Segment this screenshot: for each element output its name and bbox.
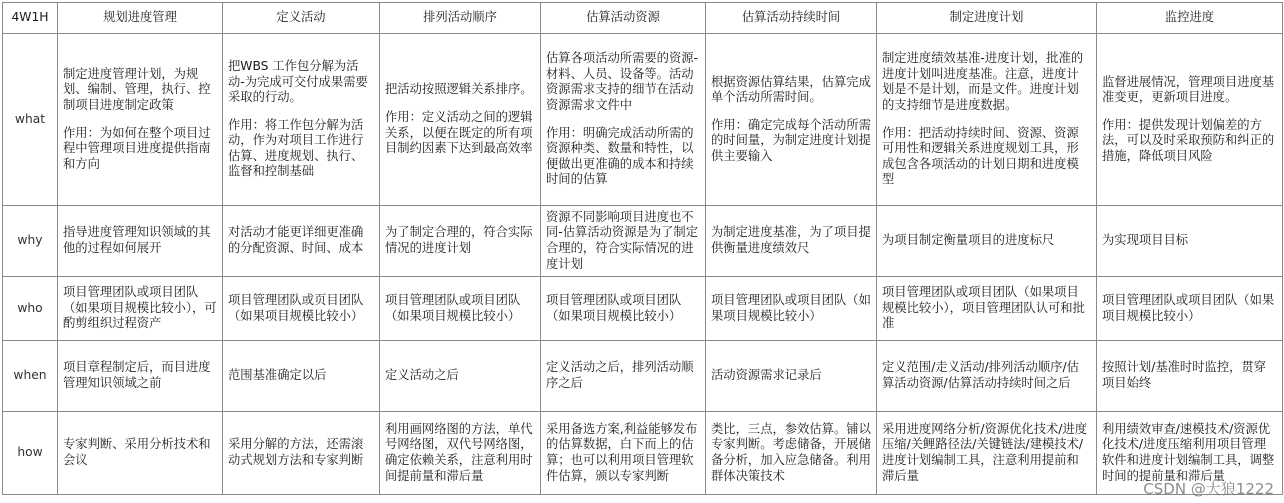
cell-text: 根据资源估算结果，估算完成单个活动所需时间。	[711, 74, 871, 105]
table-cell: 项目管理团队或项目团队（如果项目规模比较小），项目管理团队认可和批准	[877, 277, 1097, 341]
header-control-schedule: 监控进度	[1097, 3, 1283, 34]
cell-text: 作用：明确完成活动所需的资源种类、数量和特性，以便做出更准确的成本和持续时间的估算	[546, 125, 694, 187]
cell-text: 制定进度管理计划，为规划、编制、管理，执行、控制项目进度制定政策	[63, 66, 211, 112]
table-row-what	[3, 34, 1283, 206]
table-cell	[58, 34, 223, 206]
row-label-when: when	[3, 341, 58, 412]
header-estimate-activity-resources: 估算活动资源	[541, 3, 706, 34]
table-cell: 指导进度管理知识领域的其他的过程如何展开	[58, 206, 223, 277]
cell-text: 制定进度绩效基准-进度计划，批准的进度计划叫进度基准。注意，进度计划是不是计划，而是文件。进度计划的支持细节是进度数据。	[882, 51, 1084, 112]
table-cell: 项目管理团队或页目团队（如果项目规模比较小）	[223, 277, 380, 341]
row-label-why: why	[3, 206, 58, 277]
table-cell: 项目管理团队或项目团队（如果项目规模比较小）	[1097, 277, 1283, 341]
table-cell: 定义活动之后，排列活动顺序之后	[541, 341, 706, 412]
cell-text: 作用：为如何在整个项目过程中管理项目进度提供指南和方向	[63, 125, 211, 171]
table-cell: 采用备选方案,利益能够发布的估算数据，白下而上的估算；也可以利用项目管理软件估算，颁以专家判断	[541, 412, 706, 495]
header-sequence-activities: 排列活动顺序	[380, 3, 541, 34]
table-row-who	[3, 277, 1283, 341]
table-cell: 采用分解的方法，还需滚动式规划方法和专家判断	[223, 412, 380, 495]
header-define-activities: 定义活动	[223, 3, 380, 34]
table-cell: 为实现项目目标	[1097, 206, 1283, 277]
csdn-watermark: CSDN @大狼1222	[1143, 480, 1274, 498]
table-cell: 定义活动之后	[380, 341, 541, 412]
table-cell	[541, 34, 706, 206]
table-cell: 定义范围/走义活动/排列活动顺序/估算活动资源/估算活动持续时间之后	[877, 341, 1097, 412]
table-cell	[223, 34, 380, 206]
header-row	[3, 3, 1283, 34]
table-cell: 项目管理团队或项目团队（如果项目规模比较小）	[706, 277, 877, 341]
table-cell: 项目管理团队或项目团队（如果项目规模比较小）	[380, 277, 541, 341]
table-cell: 利用画网络图的方法，单代号网络图，双代号网络图，确定依赖关系，注意利用时间提前量和滞后量	[380, 412, 541, 495]
cell-text: 作用：定义活动之间的逻辑关系，以便在既定的所有项目制约因素下达到最高效率	[385, 109, 533, 156]
cell-text: 把活动按照逻辑关系排序。	[385, 82, 533, 97]
row-label-how: how	[3, 412, 58, 495]
table-cell: 项目管理团队或项目团队（如果项目规模比较小），可酌剪组织过程资产	[58, 277, 223, 341]
table-cell	[1097, 34, 1283, 206]
table-cell: 为了制定合理的，符合实际情况的进度计划	[380, 206, 541, 277]
cell-text: 监督进展情况，管理项目进度基准变更，更新项目进度。	[1102, 74, 1275, 105]
table-cell: 活动资源需求记录后	[706, 341, 877, 412]
table-cell: 采用进度网络分析/资源优化技术/进度压缩/关鲤路径法/关键链法/建模技术/进度计划编制工具，注意利用提前和滞后量	[877, 412, 1097, 495]
table-row-when	[3, 341, 1283, 412]
cell-text: 作用：把活动持续时间、资源、资源可用性和逻辑关系进度规划工具，形成包含各项活动的计划日期和进度模型	[882, 125, 1079, 187]
table-cell	[706, 34, 877, 206]
table-cell: 资源不同影响项目进度也不同-估算活动资源是为了制定合理的，符合实际情况的进度计划	[541, 206, 706, 277]
cell-text: 作用：将工作包分解为活动，作为对项目工作进行估算、进度规划、执行、监督和控制基础	[228, 117, 364, 179]
table-cell: 项目章程制定后，而目进度管理知识领域之前	[58, 341, 223, 412]
table-cell: 为项目制定衡量项目的进度标尺	[877, 206, 1097, 277]
table-cell: 对活动才能更详细更准确的分配资源、时间、成本	[223, 206, 380, 277]
cell-text: 作用：确定完成每个活动所需的时间量，为制定进度计划提供主要输入	[711, 117, 871, 163]
cell-text: 把WBS 工作包分解为活动-为完成可交付成果需要采取的行动。	[228, 58, 368, 105]
header-4w1h: 4W1H	[3, 3, 58, 34]
table-cell: 为制定进度基准，为了项目提供衡量进度绩效尺	[706, 206, 877, 277]
header-plan-schedule-management: 规划进度管理	[58, 3, 223, 34]
row-label-what: what	[3, 34, 58, 206]
header-estimate-activity-durations: 估算活动持续时间	[706, 3, 877, 34]
row-label-who: who	[3, 277, 58, 341]
table-cell: 类比，三点，参效估算。铺以专家判断。考虑储备，开展储备分析，加入应急储备。利用群体决策技术	[706, 412, 877, 495]
table-cell: 按照计划/基准时时监控，贯穿项目始终	[1097, 341, 1283, 412]
table-cell: 利用绩效审查/速模技术/资源优化技术/进度压缩利用项目管理软件和进度计划编制工具，调整时间的提前量和滞后量	[1097, 412, 1283, 495]
process-table	[2, 2, 1283, 495]
table-cell	[877, 34, 1097, 206]
table-row-why	[3, 206, 1283, 277]
header-develop-schedule: 制定进度计划	[877, 3, 1097, 34]
table-row-how	[3, 412, 1283, 495]
table-cell: 范围基准确定以后	[223, 341, 380, 412]
table-cell: 项目管理团队或项目团队（如果项目规模比较小）	[541, 277, 706, 341]
cell-text: 估算各项活动所需要的资源-材料、人员、设备等。活动资源需求支持的细节在活动资源需求文件中	[546, 51, 699, 112]
table-cell	[380, 34, 541, 206]
table-cell: 专家判断、采用分析技术和会议	[58, 412, 223, 495]
cell-text: 作用：提供发现计划偏差的方法，可以及时采取预防和纠正的措施，降低项目风险	[1102, 117, 1275, 163]
